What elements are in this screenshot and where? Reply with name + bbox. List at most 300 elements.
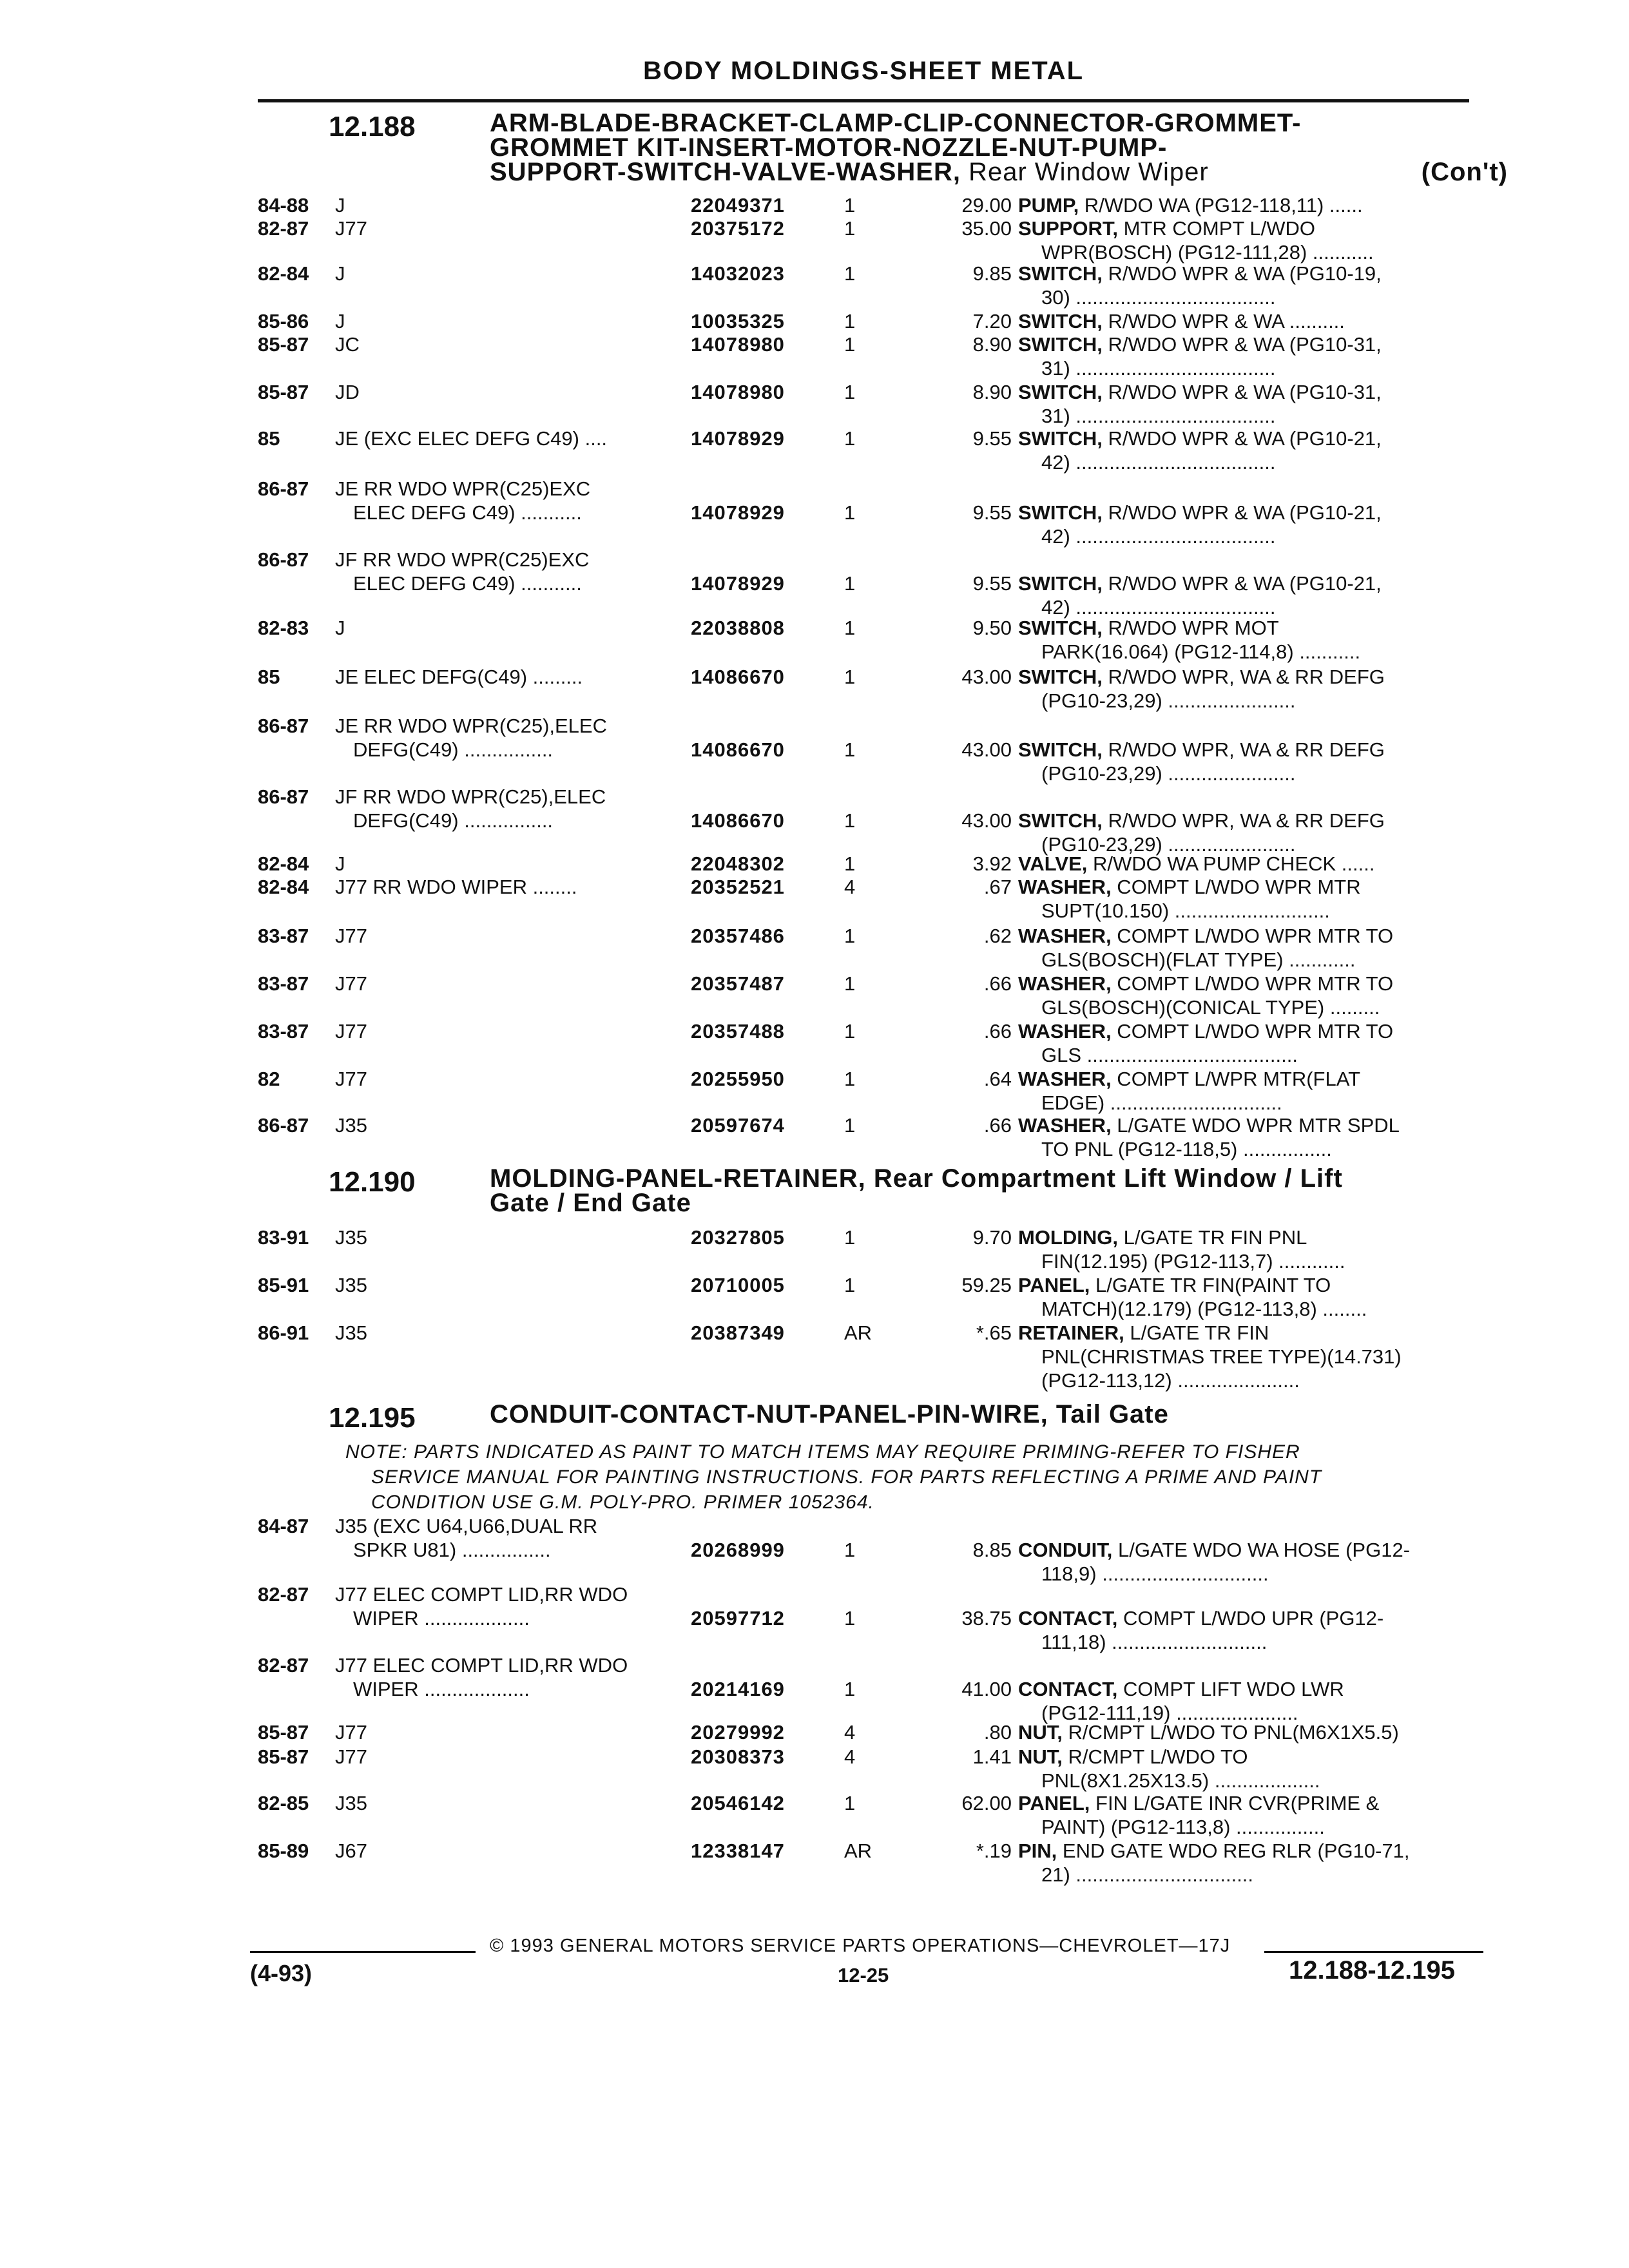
description-text: COMPT L/WPR MTR(FLAT bbox=[1111, 1068, 1361, 1090]
description bbox=[1018, 738, 1411, 785]
description-line: PNL(CHRISTMAS TREE TYPE)(14.731) bbox=[1041, 1345, 1402, 1368]
quantity: 1 bbox=[844, 972, 856, 995]
description-text: L/GATE WDO WPR MTR SPDL bbox=[1111, 1114, 1400, 1137]
description-line bbox=[1018, 1791, 1411, 1815]
model-years: 84-87 bbox=[258, 1515, 309, 1537]
model-years: 82-87 bbox=[258, 1583, 309, 1606]
description-keyword: SWITCH, bbox=[1018, 333, 1103, 356]
description-keyword: SWITCH, bbox=[1018, 809, 1103, 832]
quantity: 1 bbox=[844, 1274, 856, 1296]
description bbox=[1018, 1067, 1411, 1115]
usage-code bbox=[335, 427, 657, 450]
description-text: COMPT L/WDO WPR MTR TO bbox=[1111, 1020, 1394, 1043]
price: 8.90 bbox=[972, 381, 1012, 403]
part-number: 20352521 bbox=[691, 876, 785, 898]
section-title-line: CONDUIT-CONTACT-NUT-PANEL-PIN-WIRE, bbox=[490, 1400, 1048, 1428]
quantity: 1 bbox=[844, 1678, 856, 1700]
section-title-line bbox=[490, 160, 1508, 184]
usage-code-line: J77 bbox=[335, 1020, 367, 1043]
usage-code bbox=[335, 972, 657, 995]
usage-code-line: JE (EXC ELEC DEFG C49) .... bbox=[335, 427, 608, 450]
model-years: 85-91 bbox=[258, 1274, 309, 1296]
description-keyword: SUPPORT, bbox=[1018, 217, 1119, 240]
model-years: 85 bbox=[258, 427, 280, 450]
usage-code-line: J67 bbox=[335, 1840, 367, 1862]
model-years: 86-91 bbox=[258, 1321, 309, 1344]
description-line bbox=[1018, 738, 1411, 762]
usage-code-line: J77 ELEC COMPT LID,RR WDO bbox=[335, 1583, 628, 1606]
quantity: 1 bbox=[844, 381, 856, 403]
usage-code bbox=[335, 665, 657, 689]
description-line: MATCH)(12.179) (PG12-113,8) ........ bbox=[1041, 1298, 1367, 1320]
price: .62 bbox=[983, 925, 1012, 947]
usage-code-line: J77 ELEC COMPT LID,RR WDO bbox=[335, 1654, 628, 1677]
usage-code bbox=[335, 1067, 657, 1091]
description-text: L/GATE TR FIN(PAINT TO bbox=[1090, 1274, 1331, 1296]
usage-code bbox=[335, 1791, 657, 1815]
quantity: 1 bbox=[844, 194, 856, 216]
usage-code bbox=[335, 1514, 657, 1562]
description-keyword: SWITCH, bbox=[1018, 501, 1103, 524]
price: 7.20 bbox=[972, 310, 1012, 332]
model-years: 85-87 bbox=[258, 333, 309, 356]
description-line: EDGE) ............................... bbox=[1041, 1091, 1282, 1114]
description-line bbox=[1018, 380, 1411, 404]
usage-code-line: ELEC DEFG C49) ........... bbox=[353, 572, 582, 595]
description-line bbox=[1018, 1606, 1411, 1630]
description-line: 42) .................................... bbox=[1041, 451, 1276, 474]
quantity: 1 bbox=[844, 666, 856, 688]
description-text: R/WDO WPR, WA & RR DEFG bbox=[1102, 738, 1385, 761]
description-keyword: CONTACT, bbox=[1018, 1678, 1118, 1700]
usage-code bbox=[335, 875, 657, 899]
usage-code-line: J77 bbox=[335, 1745, 367, 1768]
description bbox=[1018, 309, 1411, 333]
usage-code bbox=[335, 1273, 657, 1297]
quantity: 1 bbox=[844, 1020, 856, 1043]
description-text: COMPT L/WDO WPR MTR TO bbox=[1111, 925, 1394, 947]
part-number: 14086670 bbox=[691, 666, 785, 688]
price: .66 bbox=[983, 1114, 1012, 1137]
model-years: 85-87 bbox=[258, 1745, 309, 1768]
quantity: 1 bbox=[844, 1114, 856, 1137]
quantity: 1 bbox=[844, 925, 856, 947]
quantity: 1 bbox=[844, 501, 856, 524]
part-number: 14078980 bbox=[691, 381, 785, 403]
quantity: 4 bbox=[844, 876, 856, 898]
page-header bbox=[258, 57, 1469, 102]
description-line: (PG12-113,12) ...................... bbox=[1041, 1369, 1300, 1392]
section-12-190-heading bbox=[329, 1166, 1527, 1218]
section-subtitle: Tail Gate bbox=[1048, 1400, 1169, 1428]
description-line: 21) ................................ bbox=[1041, 1863, 1254, 1886]
description-keyword: WASHER, bbox=[1018, 1068, 1112, 1090]
footer-copyright: © 1993 GENERAL MOTORS SERVICE PARTS OPERATIONS—CHEVROLET—17J bbox=[490, 1936, 1231, 1956]
part-number: 22048302 bbox=[691, 852, 785, 875]
description-keyword: PUMP, bbox=[1018, 194, 1079, 216]
price: .66 bbox=[983, 1020, 1012, 1043]
quantity: 1 bbox=[844, 852, 856, 875]
description-line bbox=[1018, 1225, 1411, 1249]
description-line bbox=[1018, 972, 1411, 995]
model-years: 85-87 bbox=[258, 1721, 309, 1744]
model-years: 85 bbox=[258, 666, 280, 688]
description bbox=[1018, 427, 1411, 474]
description-keyword: PANEL, bbox=[1018, 1274, 1090, 1296]
model-years: 86-87 bbox=[258, 715, 309, 737]
section-title-line: GROMMET KIT-INSERT-MOTOR-NOZZLE-NUT-PUMP- bbox=[490, 133, 1168, 162]
usage-code-line: J bbox=[335, 617, 345, 639]
description-line bbox=[1018, 1839, 1411, 1863]
model-years: 85-89 bbox=[258, 1840, 309, 1862]
price: 38.75 bbox=[961, 1607, 1012, 1629]
section-subtitle: Rear Window Wiper bbox=[960, 158, 1209, 186]
part-number: 14032023 bbox=[691, 262, 785, 285]
price: .80 bbox=[983, 1721, 1012, 1744]
usage-code-line: J77 bbox=[335, 925, 367, 947]
section-title-line: Gate / End Gate bbox=[490, 1189, 691, 1217]
section-title bbox=[490, 1402, 1508, 1427]
usage-code-line: J35 bbox=[335, 1114, 367, 1137]
description-keyword: SWITCH, bbox=[1018, 381, 1103, 403]
usage-code-line: J77 bbox=[335, 217, 367, 240]
quantity: AR bbox=[844, 1840, 872, 1862]
description-text: COMPT L/WDO WPR MTR bbox=[1111, 876, 1361, 898]
note-line: SERVICE MANUAL FOR PAINTING INSTRUCTIONS. FOR PARTS REFLECTING A PRIME AND PAINT bbox=[371, 1466, 1322, 1488]
description bbox=[1018, 1113, 1411, 1161]
footer-rule-left bbox=[250, 1951, 476, 1953]
usage-code-line: JF RR WDO WPR(C25)EXC bbox=[335, 548, 590, 571]
part-number: 20375172 bbox=[691, 217, 785, 240]
description-line: (PG12-111,19) ...................... bbox=[1041, 1702, 1298, 1724]
part-number: 14078929 bbox=[691, 427, 785, 450]
description-keyword: SWITCH, bbox=[1018, 572, 1103, 595]
description-text: MTR COMPT L/WDO bbox=[1118, 217, 1316, 240]
description bbox=[1018, 1019, 1411, 1067]
description-line bbox=[1018, 1321, 1411, 1345]
description bbox=[1018, 616, 1411, 664]
description-text: R/CMPT L/WDO TO bbox=[1062, 1745, 1248, 1768]
usage-code-line: WIPER ................... bbox=[353, 1607, 530, 1629]
price: 43.00 bbox=[961, 738, 1012, 761]
description-text: R/WDO WPR & WA (PG10-31, bbox=[1102, 381, 1382, 403]
model-years: 82 bbox=[258, 1068, 280, 1090]
description bbox=[1018, 1791, 1411, 1839]
usage-code-line: JC bbox=[335, 333, 360, 356]
description-text: L/GATE TR FIN PNL bbox=[1118, 1226, 1307, 1249]
quantity: 4 bbox=[844, 1745, 856, 1768]
usage-code bbox=[335, 1019, 657, 1043]
part-number: 22049371 bbox=[691, 194, 785, 216]
description-text: COMPT L/WDO UPR (PG12- bbox=[1117, 1607, 1384, 1629]
price: 59.25 bbox=[961, 1274, 1012, 1296]
description-line: 31) .................................... bbox=[1041, 405, 1276, 427]
usage-code bbox=[335, 193, 657, 217]
model-years: 86-87 bbox=[258, 477, 309, 500]
description-text: L/GATE WDO WA HOSE (PG12- bbox=[1112, 1539, 1411, 1561]
description bbox=[1018, 216, 1411, 264]
model-years: 82-85 bbox=[258, 1792, 309, 1814]
section-note bbox=[345, 1439, 1505, 1515]
price: 35.00 bbox=[961, 217, 1012, 240]
description-text: L/GATE TR FIN bbox=[1124, 1321, 1269, 1344]
description-text: R/WDO WPR & WA .......... bbox=[1102, 310, 1345, 332]
usage-code-line: J77 bbox=[335, 972, 367, 995]
description-keyword: WASHER, bbox=[1018, 1020, 1112, 1043]
usage-code-line: J77 bbox=[335, 1721, 367, 1744]
part-number: 20279992 bbox=[691, 1721, 785, 1744]
usage-code-line: JD bbox=[335, 381, 360, 403]
note-line: CONDITION USE G.M. POLY-PRO. PRIMER 1052364. bbox=[371, 1492, 874, 1513]
price: 62.00 bbox=[961, 1792, 1012, 1814]
description bbox=[1018, 572, 1411, 619]
model-years: 83-91 bbox=[258, 1226, 309, 1249]
usage-code bbox=[335, 852, 657, 876]
section-title-line: ARM-BLADE-BRACKET-CLAMP-CLIP-CONNECTOR-GROMMET- bbox=[490, 109, 1302, 137]
description-text: R/WDO WPR & WA (PG10-21, bbox=[1102, 501, 1382, 524]
description-keyword: SWITCH, bbox=[1018, 617, 1103, 639]
part-number: 20357487 bbox=[691, 972, 785, 995]
description bbox=[1018, 1677, 1411, 1725]
model-years: 83-87 bbox=[258, 972, 309, 995]
description-line bbox=[1018, 665, 1411, 689]
description-line bbox=[1018, 1745, 1411, 1769]
quantity: 1 bbox=[844, 1792, 856, 1814]
section-12-195-heading bbox=[329, 1402, 1527, 1432]
description-line: PARK(16.064) (PG12-114,8) ........... bbox=[1041, 640, 1361, 663]
usage-code bbox=[335, 477, 657, 524]
description-keyword: SWITCH, bbox=[1018, 666, 1103, 688]
usage-code-line: J bbox=[335, 852, 345, 875]
quantity: 1 bbox=[844, 1539, 856, 1561]
usage-code bbox=[335, 1113, 657, 1137]
part-number: 10035325 bbox=[691, 310, 785, 332]
description-line: GLS(BOSCH)(CONICAL TYPE) ......... bbox=[1041, 996, 1380, 1019]
description bbox=[1018, 924, 1411, 972]
description-keyword: SWITCH, bbox=[1018, 262, 1103, 285]
price: 8.90 bbox=[972, 333, 1012, 356]
description-line bbox=[1018, 1677, 1411, 1701]
description bbox=[1018, 875, 1411, 923]
price: 3.92 bbox=[972, 852, 1012, 875]
price: 43.00 bbox=[961, 809, 1012, 832]
description bbox=[1018, 193, 1411, 217]
description-keyword: WASHER, bbox=[1018, 925, 1112, 947]
price: 8.85 bbox=[972, 1539, 1012, 1561]
footer-section-range: 12.188-12.195 bbox=[1289, 1956, 1456, 1984]
quantity: 4 bbox=[844, 1721, 856, 1744]
description bbox=[1018, 809, 1411, 856]
part-number: 20710005 bbox=[691, 1274, 785, 1296]
description-line bbox=[1018, 1113, 1411, 1137]
price: *.65 bbox=[976, 1321, 1012, 1344]
section-12-188-heading bbox=[329, 111, 1527, 188]
quantity: 1 bbox=[844, 333, 856, 356]
description-keyword: PIN, bbox=[1018, 1840, 1057, 1862]
usage-code-line: J77 bbox=[335, 1068, 367, 1090]
quantity: 1 bbox=[844, 738, 856, 761]
description-keyword: WASHER, bbox=[1018, 1114, 1112, 1137]
quantity: 1 bbox=[844, 1607, 856, 1629]
part-number: 14078929 bbox=[691, 501, 785, 524]
quantity: 1 bbox=[844, 217, 856, 240]
description-keyword: MOLDING, bbox=[1018, 1226, 1118, 1249]
usage-code-line: SPKR U81) ................ bbox=[353, 1539, 551, 1561]
description-text: COMPT LIFT WDO LWR bbox=[1117, 1678, 1344, 1700]
description-line bbox=[1018, 1273, 1411, 1297]
quantity: 1 bbox=[844, 262, 856, 285]
usage-code bbox=[335, 785, 657, 832]
usage-code bbox=[335, 262, 657, 285]
usage-code-line: J35 bbox=[335, 1321, 367, 1344]
description-line bbox=[1018, 924, 1411, 948]
description-line: 118,9) .............................. bbox=[1041, 1562, 1269, 1585]
model-years: 82-87 bbox=[258, 1654, 309, 1677]
description-line: 111,18) ............................ bbox=[1041, 1631, 1268, 1653]
usage-code-line: J bbox=[335, 310, 345, 332]
section-title bbox=[490, 1166, 1534, 1215]
description-line bbox=[1018, 1019, 1411, 1043]
usage-code bbox=[335, 616, 657, 640]
usage-code bbox=[335, 332, 657, 356]
price: .67 bbox=[983, 876, 1012, 898]
model-years: 82-84 bbox=[258, 852, 309, 875]
price: 41.00 bbox=[961, 1678, 1012, 1700]
usage-code bbox=[335, 1653, 657, 1701]
part-number: 20255950 bbox=[691, 1068, 785, 1090]
model-years: 85-86 bbox=[258, 310, 309, 332]
description bbox=[1018, 852, 1411, 876]
usage-code-line: JE ELEC DEFG(C49) ......... bbox=[335, 666, 583, 688]
description-keyword: SWITCH, bbox=[1018, 738, 1103, 761]
section-number: 12.195 bbox=[329, 1402, 416, 1434]
part-number: 14086670 bbox=[691, 809, 785, 832]
description-keyword: PANEL, bbox=[1018, 1792, 1090, 1814]
section-number: 12.188 bbox=[329, 111, 416, 142]
description-line: SUPT(10.150) ............................ bbox=[1041, 899, 1330, 922]
description-keyword: WASHER, bbox=[1018, 972, 1112, 995]
description bbox=[1018, 501, 1411, 548]
part-number: 14086670 bbox=[691, 738, 785, 761]
description-line: PNL(8X1.25X13.5) ................... bbox=[1041, 1769, 1320, 1792]
description-line bbox=[1018, 427, 1411, 450]
description-keyword: NUT, bbox=[1018, 1721, 1063, 1744]
description-line bbox=[1018, 852, 1411, 876]
description-line: 42) .................................... bbox=[1041, 525, 1276, 548]
part-number: 14078980 bbox=[691, 333, 785, 356]
quantity: 1 bbox=[844, 572, 856, 595]
price: 29.00 bbox=[961, 194, 1012, 216]
description-keyword: WASHER, bbox=[1018, 876, 1112, 898]
description bbox=[1018, 380, 1411, 428]
usage-code bbox=[335, 380, 657, 404]
description-text: R/WDO WPR & WA (PG10-19, bbox=[1102, 262, 1382, 285]
description-line: (PG10-23,29) ....................... bbox=[1041, 762, 1296, 785]
price: 9.55 bbox=[972, 572, 1012, 595]
note-line: NOTE: PARTS INDICATED AS PAINT TO MATCH ITEMS MAY REQUIRE PRIMING-REFER TO FISHER bbox=[345, 1441, 1300, 1463]
description-line: GLS ...................................... bbox=[1041, 1044, 1298, 1066]
price: 9.55 bbox=[972, 501, 1012, 524]
model-years: 85-87 bbox=[258, 381, 309, 403]
description-line bbox=[1018, 332, 1411, 356]
quantity: 1 bbox=[844, 1226, 856, 1249]
usage-code bbox=[335, 1839, 657, 1863]
part-number: 20308373 bbox=[691, 1745, 785, 1768]
model-years: 82-87 bbox=[258, 217, 309, 240]
usage-code bbox=[335, 216, 657, 240]
usage-code-line: J35 bbox=[335, 1792, 367, 1814]
model-years: 82-83 bbox=[258, 617, 309, 639]
description-line: 30) .................................... bbox=[1041, 286, 1276, 309]
description-text: R/WDO WPR & WA (PG10-31, bbox=[1102, 333, 1382, 356]
description bbox=[1018, 332, 1411, 380]
description-keyword: CONTACT, bbox=[1018, 1607, 1118, 1629]
description-text: COMPT L/WDO WPR MTR TO bbox=[1111, 972, 1394, 995]
description-line: PAINT) (PG12-113,8) ................ bbox=[1041, 1816, 1325, 1838]
usage-code-line: DEFG(C49) ................ bbox=[353, 809, 554, 832]
description-text: FIN L/GATE INR CVR(PRIME & bbox=[1090, 1792, 1380, 1814]
part-number: 14078929 bbox=[691, 572, 785, 595]
price: *.19 bbox=[976, 1840, 1012, 1862]
description bbox=[1018, 972, 1411, 1019]
footer-page-number: 12-25 bbox=[838, 1964, 889, 1986]
section-subtitle: Rear Compartment Lift Window / Lift bbox=[865, 1164, 1343, 1193]
description-line bbox=[1018, 1720, 1411, 1744]
usage-code bbox=[335, 1321, 657, 1345]
price: 9.70 bbox=[972, 1226, 1012, 1249]
model-years: 82-84 bbox=[258, 262, 309, 285]
footer-date: (4-93) bbox=[250, 1960, 313, 1986]
description-line bbox=[1018, 1067, 1411, 1091]
description-line bbox=[1018, 572, 1411, 595]
section-title-line bbox=[490, 1166, 1534, 1191]
description-line: 42) .................................... bbox=[1041, 596, 1276, 619]
description bbox=[1018, 1225, 1411, 1273]
description-text: END GATE WDO REG RLR (PG10-71, bbox=[1057, 1840, 1410, 1862]
usage-code-line: J77 RR WDO WIPER ........ bbox=[335, 876, 577, 898]
description bbox=[1018, 1745, 1411, 1792]
description-text: R/WDO WPR, WA & RR DEFG bbox=[1102, 809, 1385, 832]
description-text: R/WDO WPR MOT bbox=[1102, 617, 1279, 639]
description-text: R/WDO WA PUMP CHECK ...... bbox=[1087, 852, 1375, 875]
description-line bbox=[1018, 501, 1411, 524]
price: .64 bbox=[983, 1068, 1012, 1090]
model-years: 86-87 bbox=[258, 548, 309, 571]
usage-code-line: J35 bbox=[335, 1274, 367, 1296]
description-keyword: RETAINER, bbox=[1018, 1321, 1124, 1344]
description-keyword: VALVE, bbox=[1018, 852, 1088, 875]
model-years: 84-88 bbox=[258, 194, 309, 216]
quantity: 1 bbox=[844, 617, 856, 639]
description-keyword: NUT, bbox=[1018, 1745, 1063, 1768]
usage-code-line: JE RR WDO WPR(C25),ELEC bbox=[335, 715, 607, 737]
part-number: 12338147 bbox=[691, 1840, 785, 1862]
usage-code-line: WIPER ................... bbox=[353, 1678, 530, 1700]
description bbox=[1018, 1273, 1411, 1321]
description-line: FIN(12.195) (PG12-113,7) ............ bbox=[1041, 1250, 1345, 1273]
part-number: 20214169 bbox=[691, 1678, 785, 1700]
description bbox=[1018, 262, 1411, 309]
part-number: 20387349 bbox=[691, 1321, 785, 1344]
part-number: 20357488 bbox=[691, 1020, 785, 1043]
description-text: R/WDO WA (PG12-118,11) ...... bbox=[1079, 194, 1363, 216]
usage-code-line: J35 bbox=[335, 1226, 367, 1249]
description-keyword: SWITCH, bbox=[1018, 427, 1103, 450]
part-number: 20597712 bbox=[691, 1607, 785, 1629]
description-line bbox=[1018, 262, 1411, 285]
section-number: 12.190 bbox=[329, 1166, 416, 1198]
model-years: 86-87 bbox=[258, 785, 309, 808]
